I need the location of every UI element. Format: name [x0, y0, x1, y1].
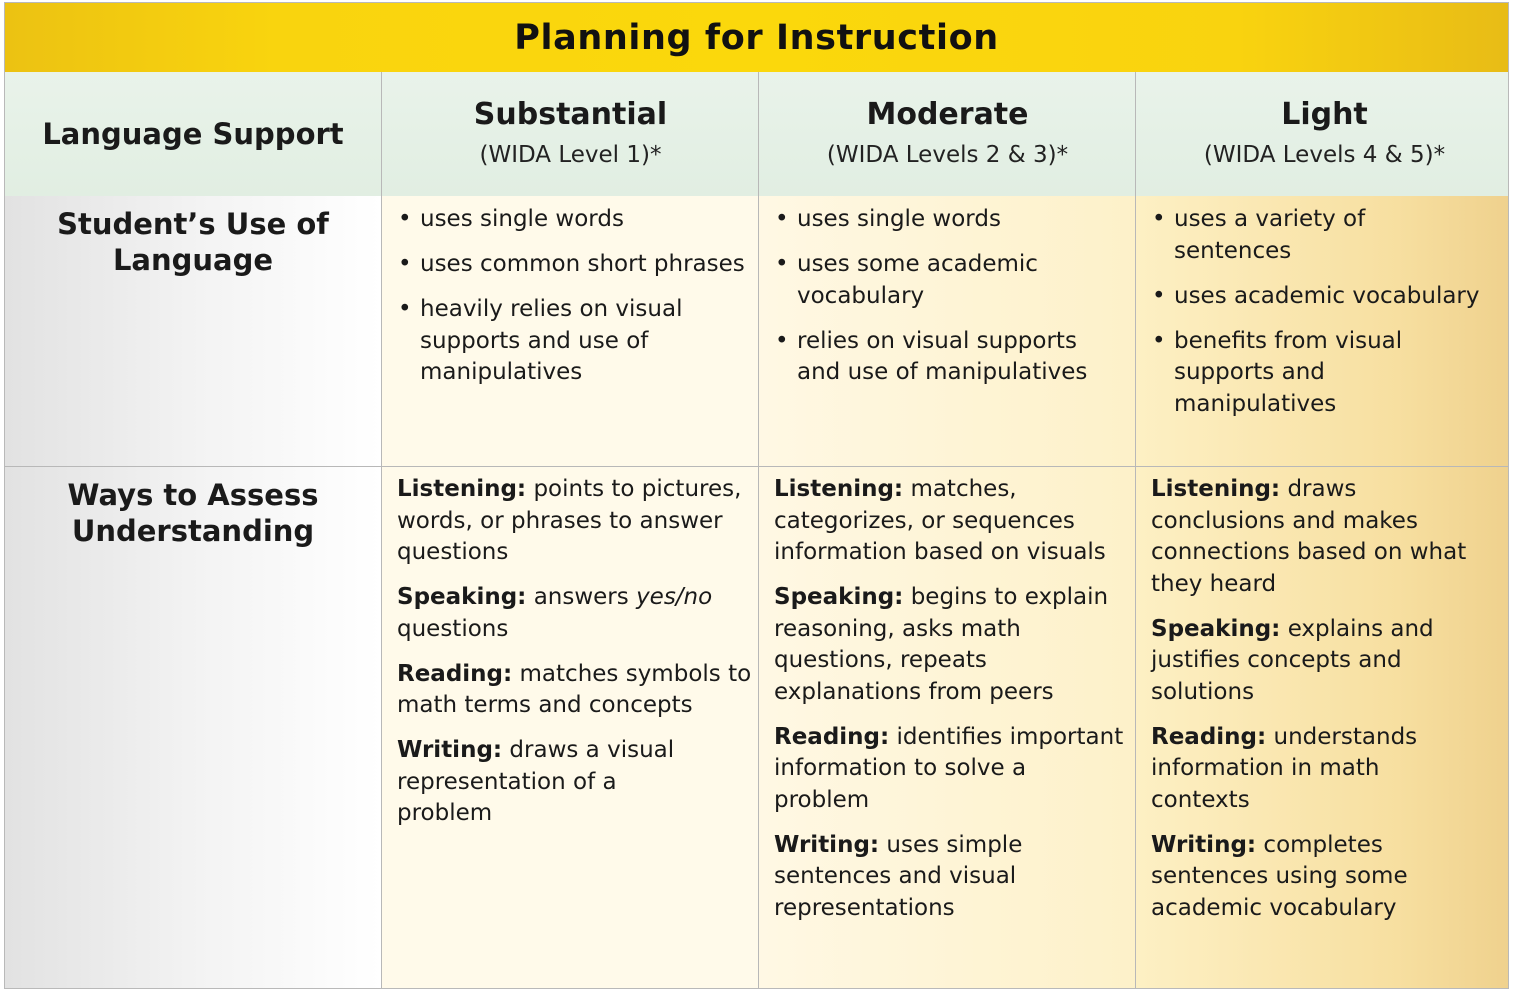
list-item: • uses single words — [775, 204, 1127, 236]
header-row — [5, 72, 1508, 197]
row-label-column — [5, 196, 381, 989]
row-label-use-of-language: Student’s Use of Language — [57, 207, 329, 277]
reading-text: identifies important information to solve a problem — [774, 723, 1124, 813]
planning-table — [4, 2, 1509, 989]
title-bar — [5, 3, 1508, 73]
speaking-item — [1151, 614, 1491, 709]
header-language-support: Language Support — [42, 117, 344, 151]
list-item: • uses common short phrases — [398, 249, 748, 281]
reading-label: Reading: — [1151, 723, 1267, 750]
reading-item — [1151, 722, 1451, 817]
reading-item — [397, 659, 753, 722]
listening-text: points to pictures, words, or phrases to answer questions — [397, 476, 742, 565]
speaking-text: answers — [533, 584, 629, 610]
speaking-item — [774, 582, 1124, 708]
list-item: • uses some academic vocabulary — [775, 249, 1127, 312]
wida-level: (WIDA Levels 4 & 5)* — [1203, 142, 1446, 168]
speaking-label: Speaking: — [1151, 615, 1281, 642]
writing-label: Writing: — [1151, 831, 1257, 858]
reading-item — [774, 722, 1124, 817]
speaking-text: explains and justifies concepts and solutions — [1151, 615, 1434, 705]
writing-text: completes sentences using some academic vocabulary — [1151, 831, 1408, 921]
substantial-use-list — [398, 204, 748, 402]
writing-label: Writing: — [774, 831, 880, 858]
list-item: • relies on visual supports and use of manipulatives — [775, 326, 1127, 389]
speaking-emphasis: yes/no — [636, 584, 713, 610]
list-item: • uses a variety of sentences — [1152, 204, 1414, 267]
list-item: • heavily relies on visual supports and use of manipulatives — [398, 294, 748, 389]
writing-item — [397, 735, 697, 830]
listening-text: draws conclusions and makes connections based on what they heard — [1151, 476, 1467, 597]
divider — [758, 196, 759, 989]
list-item: • uses academic vocabulary — [1152, 281, 1508, 313]
moderate-assess — [774, 474, 1124, 938]
header-light — [1136, 72, 1509, 196]
listening-item — [397, 474, 753, 569]
writing-item — [774, 830, 1074, 925]
speaking-text-end: questions — [397, 615, 509, 642]
list-item: • benefits from visual supports and manipulatives — [1152, 326, 1434, 421]
wida-level: (WIDA Levels 2 & 3)* — [826, 142, 1069, 168]
speaking-label: Speaking: — [774, 584, 904, 610]
table-title: Planning for Instruction — [514, 17, 999, 58]
header-substantial — [382, 72, 759, 196]
divider — [1135, 72, 1136, 196]
writing-text: draws a visual representation of a problem — [397, 737, 675, 826]
speaking-item — [397, 582, 753, 645]
moderate-use-list — [775, 204, 1127, 402]
reading-text: understands information in math contexts — [1151, 723, 1418, 813]
row-divider — [5, 466, 1508, 467]
reading-text: matches symbols to math terms and concepts — [397, 660, 752, 718]
row-label-ways-to-assess: Ways to Assess Understanding — [67, 478, 319, 548]
listening-item — [1151, 474, 1491, 600]
level-name: Substantial — [473, 97, 668, 132]
wida-level: (WIDA Level 1)* — [479, 142, 662, 168]
writing-label: Writing: — [397, 737, 503, 763]
substantial-assess — [397, 474, 753, 843]
table-body — [5, 196, 1508, 989]
divider — [381, 196, 382, 989]
divider — [758, 72, 759, 196]
light-assess — [1151, 474, 1491, 938]
level-name: Moderate — [866, 97, 1029, 132]
listening-label: Listening: — [397, 476, 527, 502]
speaking-text: begins to explain reasoning, asks math questions, repeats explanations from peers — [774, 584, 1109, 705]
level-name: Light — [1281, 97, 1368, 132]
listening-label: Listening: — [774, 476, 904, 502]
divider — [1135, 196, 1136, 989]
reading-label: Reading: — [397, 660, 513, 687]
listening-label: Listening: — [1151, 476, 1281, 502]
reading-label: Reading: — [774, 723, 890, 750]
list-item: • uses single words — [398, 204, 748, 236]
listening-text: matches, categorizes, or sequences information based on visuals — [774, 476, 1106, 565]
divider — [381, 72, 382, 196]
header-moderate — [759, 72, 1136, 196]
writing-text: uses simple sentences and visual representations — [774, 831, 1023, 921]
speaking-label: Speaking: — [397, 584, 527, 610]
light-use-list — [1152, 204, 1508, 434]
listening-item — [774, 474, 1124, 569]
writing-item — [1151, 830, 1451, 925]
